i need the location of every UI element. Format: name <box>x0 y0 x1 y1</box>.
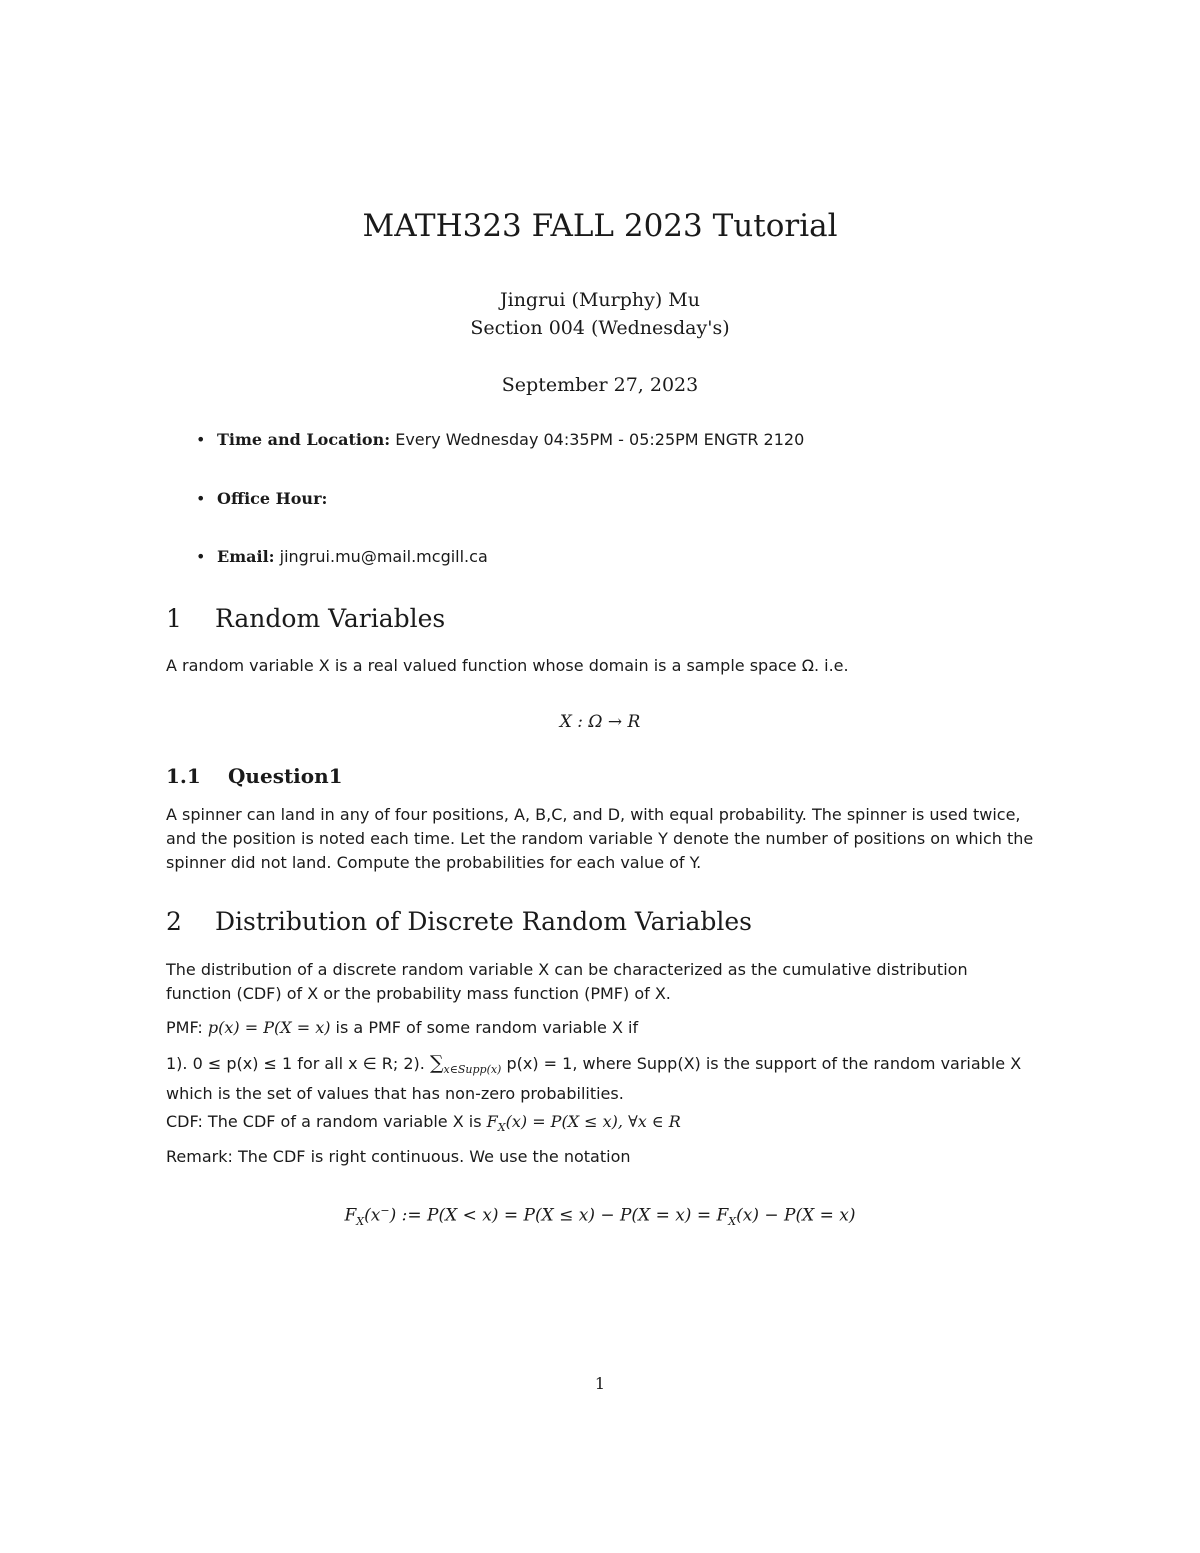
distribution-intro-paragraph: The distribution of a discrete random variable X can be characterized as the cumulative distribution function (CDF) of X or the probability mass function (PMF) of X. <box>166 960 968 1003</box>
mapping-equation: X : Ω → R <box>559 712 641 732</box>
remark-paragraph: Remark: The CDF is right continuous. We use the notation <box>166 1147 631 1166</box>
cdf-function: F <box>486 1112 498 1131</box>
question-1-paragraph: A spinner can land in any of four positions, A, B,C, and D, with equal probability. The spinner is used twice, and the position is noted each time. Let the random variable Y denote the number of positions on which the spinner did not land. Compute the probabilities for each value of Y. <box>166 805 1034 872</box>
cdf-formula: (x) = P(X ≤ x), ∀x ∈ R <box>505 1112 681 1131</box>
pmf-tail: is a PMF of some random variable X if <box>330 1018 639 1037</box>
cdf-subscript: X <box>497 1121 506 1135</box>
info-label: Office Hour: <box>217 489 328 508</box>
pmf-lead: PMF: <box>166 1018 208 1037</box>
section-title: Distribution of Discrete Random Variables <box>215 907 753 936</box>
cdf-lead: CDF: The CDF of a random variable X is <box>166 1112 487 1131</box>
eq-function: F <box>344 1205 357 1226</box>
subsection-title: Question1 <box>228 764 343 788</box>
email-link[interactable]: jingrui.mu@mail.mcgill.ca <box>274 547 488 566</box>
info-item-email <box>196 547 488 566</box>
eq-body: ) := P(X < x) = P(X ≤ x) − P(X = x) = F <box>389 1205 729 1226</box>
author-name: Jingrui (Murphy) Mu <box>500 289 700 311</box>
condition-2: p(x) = 1, where Supp(X) is the support of the random variable X which is the set of values that has non-zero probabilities. <box>166 1054 1022 1104</box>
bullet-icon: • <box>196 547 206 566</box>
info-value: Every Wednesday 04:35PM - 05:25PM ENGTR 2120 <box>390 430 805 449</box>
section-heading-1 <box>166 604 445 633</box>
section-number: 2 <box>166 907 182 936</box>
section-1-paragraph: A random variable X is a real valued function whose domain is a sample space Ω. i.e. <box>166 656 849 675</box>
eq-end: (x) − P(X = x) <box>736 1205 856 1226</box>
bullet-icon: • <box>196 489 206 508</box>
subsection-number: 1.1 <box>166 764 201 788</box>
section-number: 1 <box>166 604 182 633</box>
left-limit-equation <box>0 1204 1200 1228</box>
cdf-definition <box>166 1110 1036 1140</box>
eq-superscript: − <box>380 1204 390 1217</box>
course-section: Section 004 (Wednesday's) <box>470 317 730 339</box>
eq-open: (x <box>364 1205 381 1226</box>
info-item-office-hour <box>196 489 327 508</box>
info-label: Time and Location: <box>217 430 391 449</box>
info-label: Email: <box>217 547 275 566</box>
pmf-definition <box>166 1016 1036 1040</box>
pmf-formula: p(x) = P(X = x) <box>207 1018 331 1037</box>
section-heading-2 <box>166 907 752 936</box>
eq-subscript: X <box>356 1215 365 1229</box>
summation-symbol: ∑ <box>429 1052 444 1074</box>
section-title: Random Variables <box>215 604 446 633</box>
document-title: MATH323 FALL 2023 Tutorial <box>362 208 838 244</box>
subsection-heading-1-1 <box>166 764 343 788</box>
document-date: September 27, 2023 <box>501 374 699 396</box>
pmf-conditions <box>166 1051 1036 1106</box>
condition-1: 1). 0 ≤ p(x) ≤ 1 for all x ∈ R; 2). <box>166 1054 430 1073</box>
info-item-time-location <box>196 430 804 449</box>
eq-subscript-2: X <box>728 1215 737 1229</box>
bullet-icon: • <box>196 430 206 449</box>
page-number: 1 <box>594 1374 606 1393</box>
summation-subscript: x∈Supp(x) <box>443 1063 502 1077</box>
